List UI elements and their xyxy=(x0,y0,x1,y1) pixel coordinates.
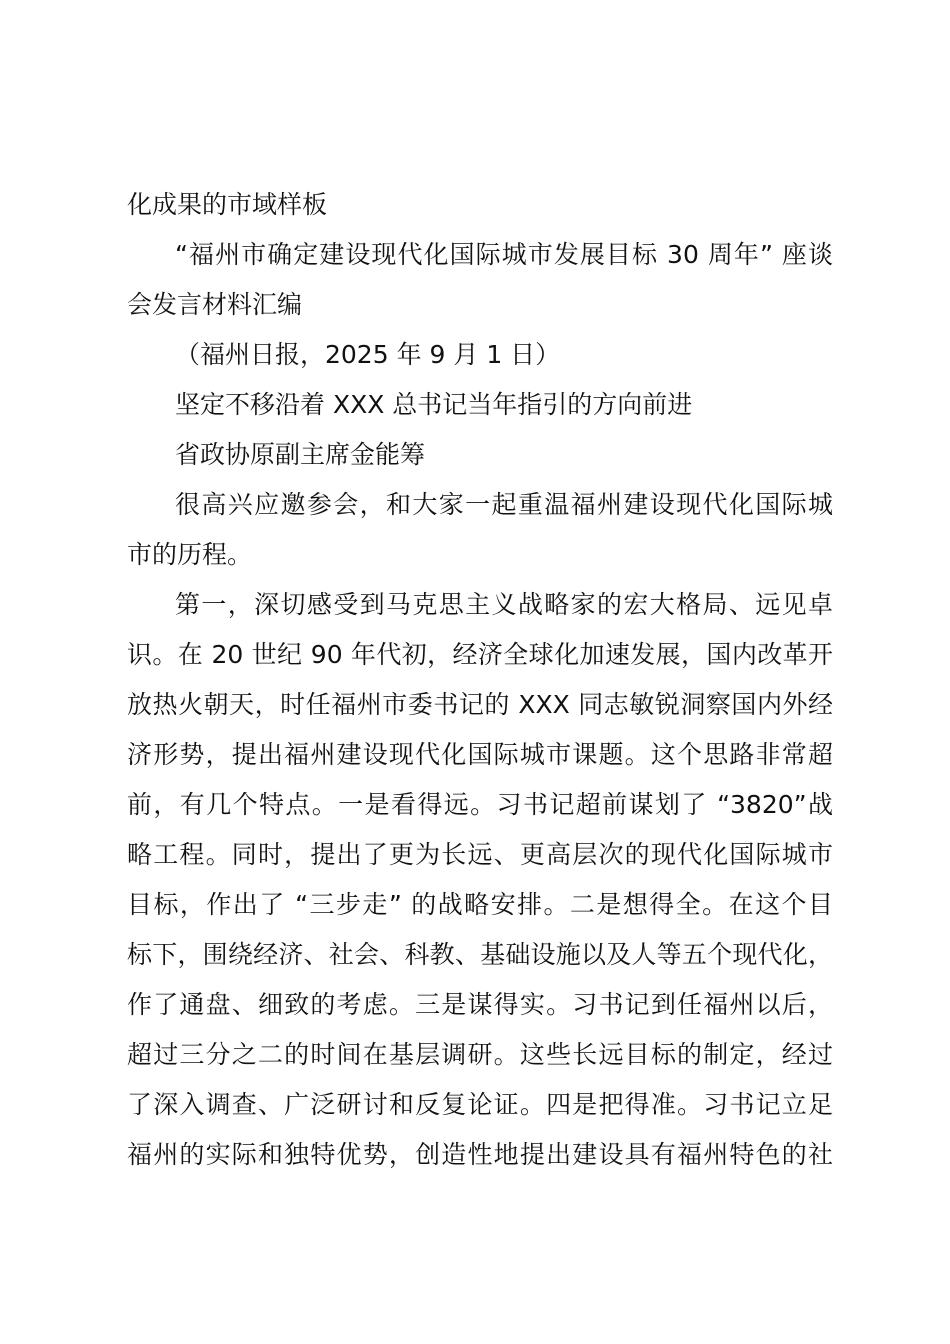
text-line: “福州市确定建设现代化国际城市发展目标 30 周年” 座谈 xyxy=(175,240,833,269)
text-line: （福州日报，2025 年 9 月 1 日） xyxy=(175,340,561,369)
text-line: 坚定不移沿着 XXX 总书记当年指引的方向前进 xyxy=(175,390,693,419)
text-line: 福州的实际和独特优势，创造性地提出建设具有福州特色的社 xyxy=(127,1140,833,1169)
text-line: 了深入调查、广泛研讨和反复论证。四是把得准。习书记立足 xyxy=(127,1090,833,1119)
text-line: 略工程。同时，提出了更为长远、更高层次的现代化国际城市 xyxy=(127,840,833,869)
text-line: 第一，深切感受到马克思主义战略家的宏大格局、远见卓 xyxy=(175,590,833,619)
text-line: 会发言材料汇编 xyxy=(127,290,303,319)
text-line: 目标，作出了 “三步走” 的战略安排。二是想得全。在这个目 xyxy=(127,890,833,919)
text-line: 超过三分之二的时间在基层调研。这些长远目标的制定，经过 xyxy=(127,1040,833,1069)
text-line: 很高兴应邀参会，和大家一起重温福州建设现代化国际城 xyxy=(175,490,833,519)
text-line: 标下，围绕经济、社会、科教、基础设施以及人等五个现代化， xyxy=(127,940,833,969)
document-page xyxy=(127,180,833,1180)
text-line: 作了通盘、细致的考虑。三是谋得实。习书记到任福州以后， xyxy=(127,990,833,1019)
text-line: 前，有几个特点。一是看得远。习书记超前谋划了 “3820”战 xyxy=(127,790,833,819)
text-line: 识。在 20 世纪 90 年代初，经济全球化加速发展，国内改革开 xyxy=(127,640,833,669)
text-line: 济形势，提出福州建设现代化国际城市课题。这个思路非常超 xyxy=(127,740,833,769)
text-line: 市的历程。 xyxy=(127,540,253,569)
text-line: 放热火朝天，时任福州市委书记的 XXX 同志敏锐洞察国内外经 xyxy=(127,690,833,719)
text-line: 省政协原副主席金能筹 xyxy=(175,440,426,469)
text-line: 化成果的市域样板 xyxy=(127,190,328,219)
